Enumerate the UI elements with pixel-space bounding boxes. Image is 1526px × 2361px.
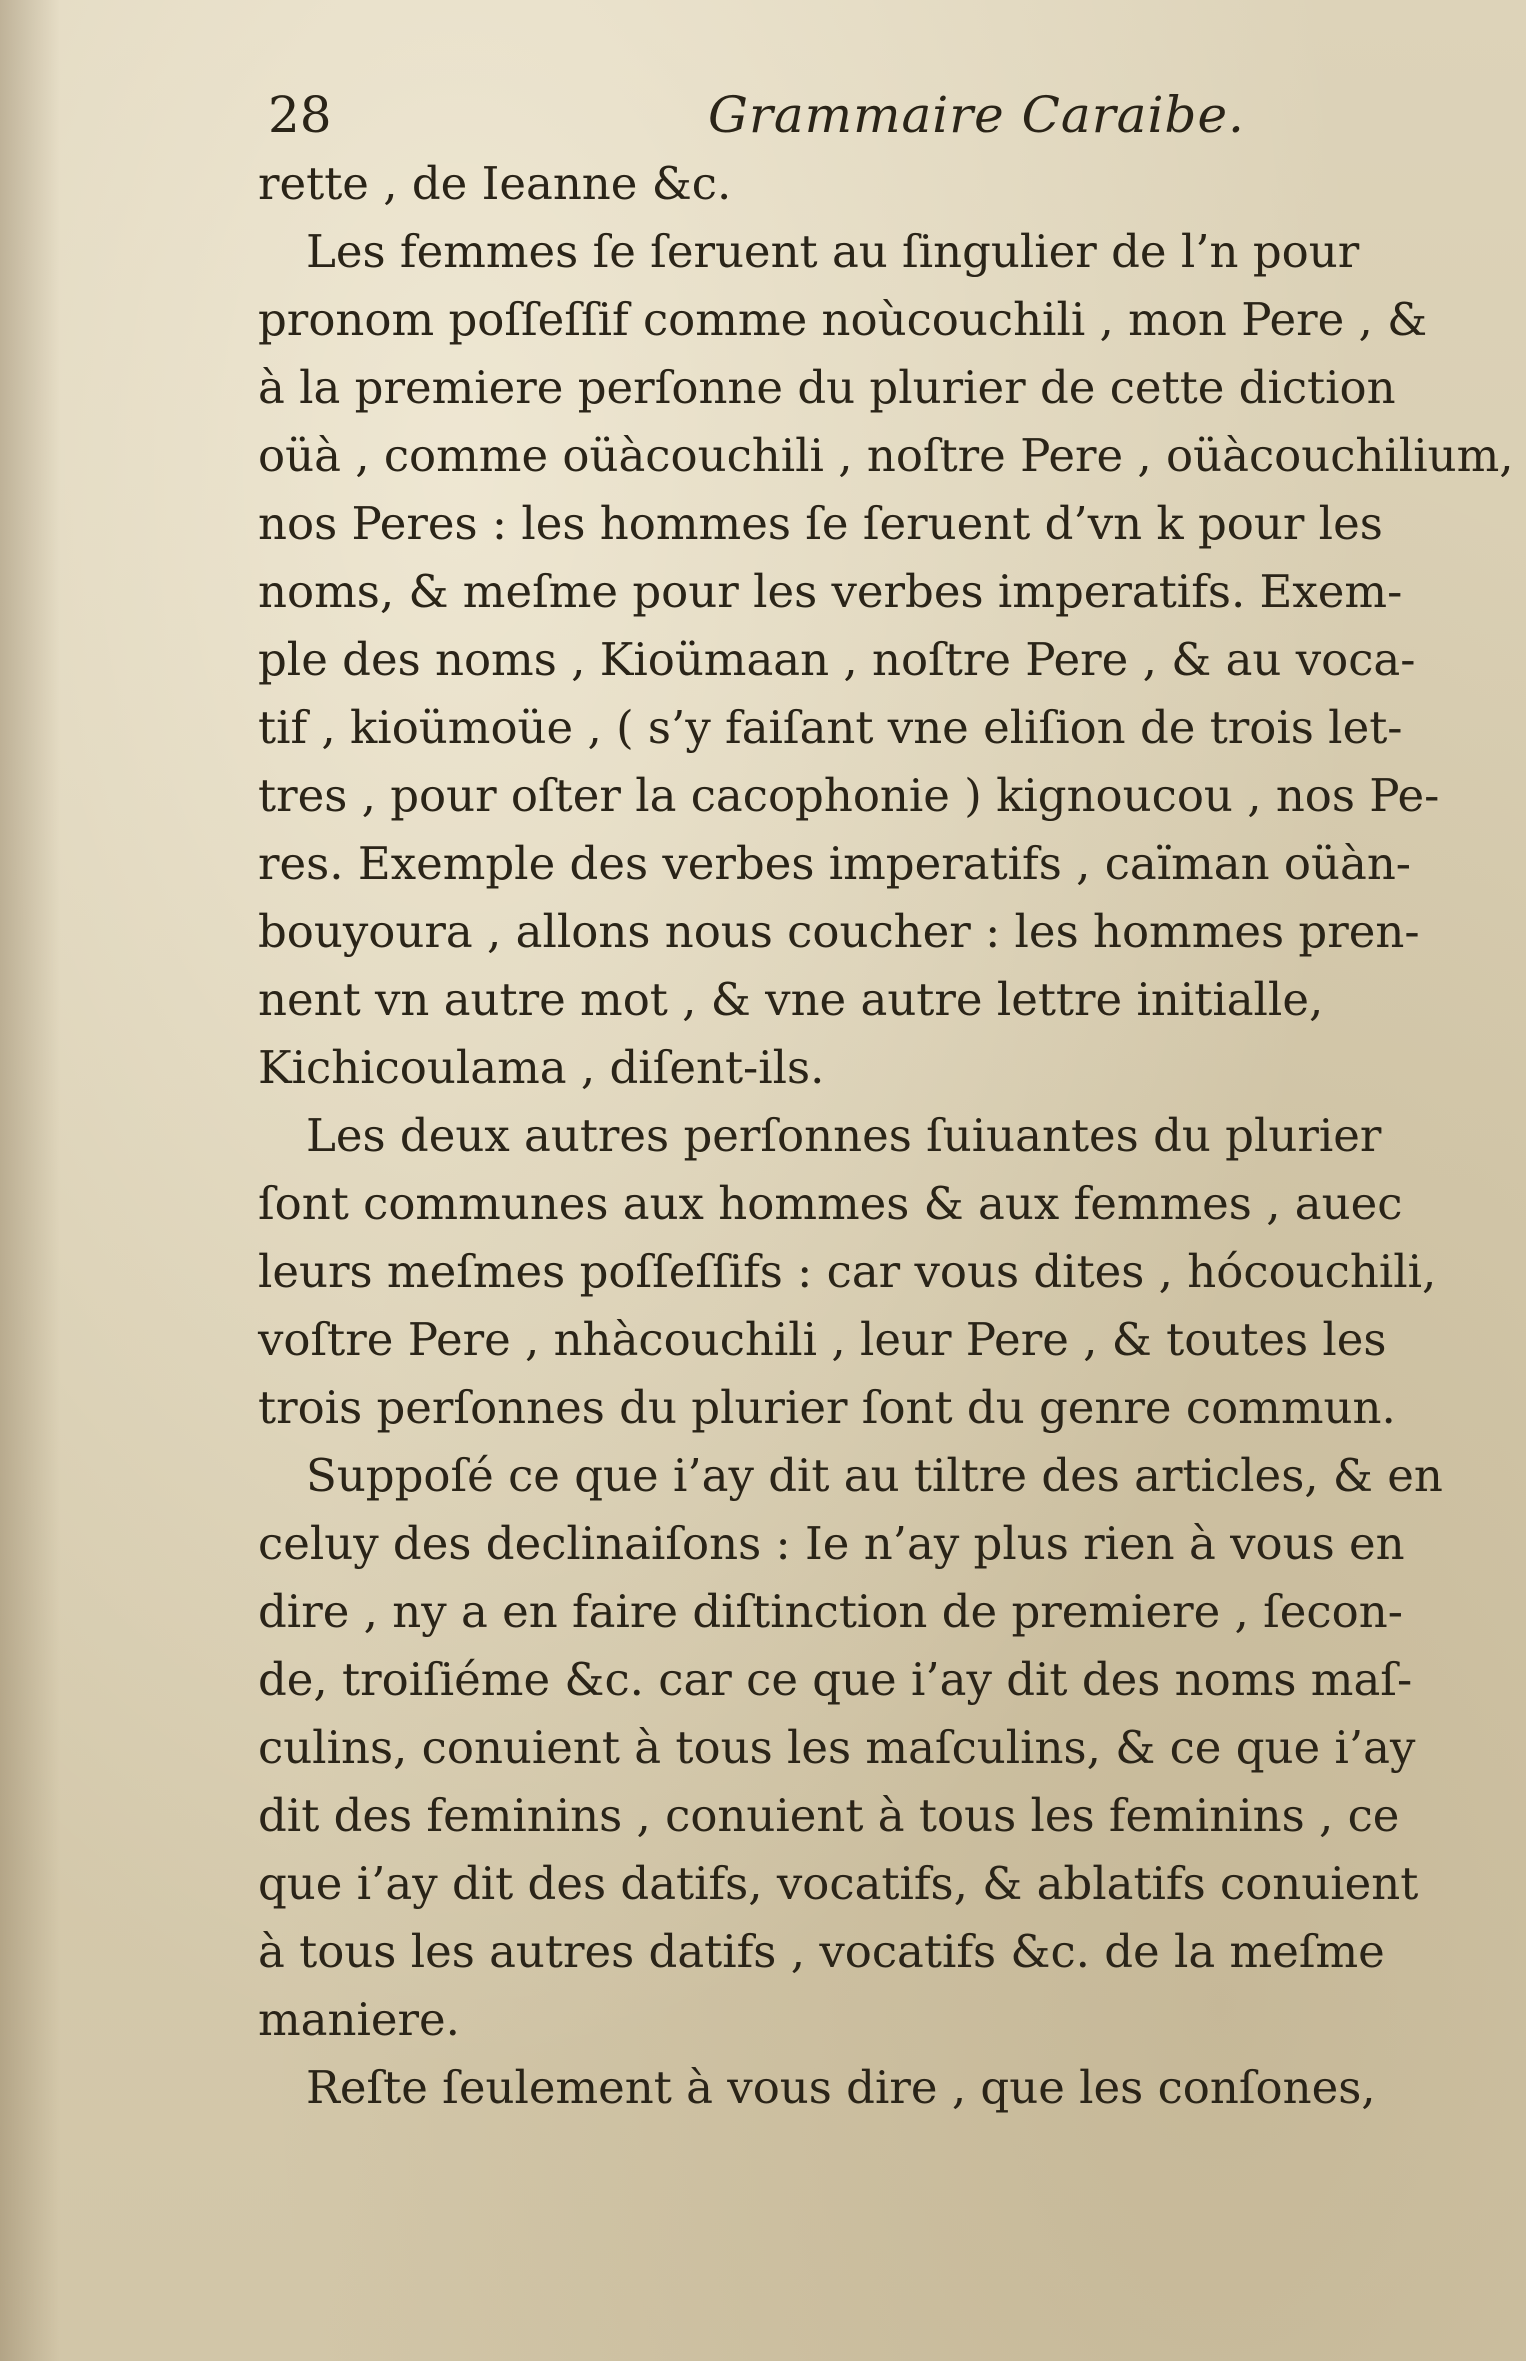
text-line: leurs meſmes poſſeſſifs : car vous dites , hócouchili, xyxy=(258,1245,1437,1298)
text-line: noms, & meſme pour les verbes imperatifs. Exem- xyxy=(258,565,1403,618)
text-line: dire , ny a en faire diſtinction de premiere , ſecon- xyxy=(258,1585,1403,1638)
running-head xyxy=(258,80,1488,150)
text-line: nos Peres : les hommes ſe ſeruent d’vn k pour les xyxy=(258,497,1383,550)
text-line: Les deux autres perſonnes ſuiuantes du plurier xyxy=(306,1109,1382,1162)
text-line: tres , pour oſter la cacophonie ) kignoucou , nos Pe- xyxy=(258,769,1440,822)
text-line: Les femmes ſe ſeruent au ſingulier de l’n pour xyxy=(306,225,1360,278)
text-line: à la premiere perſonne du plurier de cette diction xyxy=(258,361,1396,414)
text-line: trois perſonnes du plurier ſont du genre commun. xyxy=(258,1381,1396,1434)
text-line: dit des feminins , conuient à tous les feminins , ce xyxy=(258,1789,1400,1842)
text-line: de, troiſiéme &c. car ce que i’ay dit des noms maſ- xyxy=(258,1653,1413,1706)
text-line: tif , kioümoüe , ( s’y faiſant vne eliſion de trois let- xyxy=(258,701,1403,754)
text-line: que i’ay dit des datifs, vocatifs, & ablatifs conuient xyxy=(258,1857,1419,1910)
running-title: Grammaire Caraibe. xyxy=(708,86,1245,144)
text-line: maniere. xyxy=(258,1993,460,2046)
text-line: Kichicoulama , diſent-ils. xyxy=(258,1041,825,1094)
text-line: à tous les autres datifs , vocatifs &c. de la meſme xyxy=(258,1925,1385,1978)
text-line: Suppoſé ce que i’ay dit au tiltre des articles, & en xyxy=(306,1449,1443,1502)
text-line: voſtre Pere , nhàcouchili , leur Pere , & toutes les xyxy=(258,1313,1387,1366)
text-line: Reſte ſeulement à vous dire , que les conſones, xyxy=(306,2061,1376,2114)
text-line: ſont communes aux hommes & aux femmes , auec xyxy=(258,1177,1403,1230)
text-line: nent vn autre mot , & vne autre lettre initialle, xyxy=(258,973,1324,1026)
text-line: oüà , comme oüàcouchili , noſtre Pere , oüàcouchilium, xyxy=(258,429,1514,482)
text-line: bouyoura , allons nous coucher : les hommes pren- xyxy=(258,905,1420,958)
text-line: celuy des declinaiſons : Ie n’ay plus rien à vous en xyxy=(258,1517,1405,1570)
body-text xyxy=(258,150,1514,2122)
text-block xyxy=(258,80,1514,2122)
page-number: 28 xyxy=(268,86,332,144)
text-line: res. Exemple des verbes imperatifs , caïman oüàn- xyxy=(258,837,1412,890)
text-line: culins, conuient à tous les maſculins, & ce que i’ay xyxy=(258,1721,1416,1774)
text-line: pronom poſſeſſif comme noùcouchili , mon Pere , & xyxy=(258,293,1428,346)
spine-shadow xyxy=(0,0,60,2361)
text-line: rette , de Ieanne &c. xyxy=(258,157,732,210)
text-line: ple des noms , Kioümaan , noſtre Pere , & au voca- xyxy=(258,633,1416,686)
